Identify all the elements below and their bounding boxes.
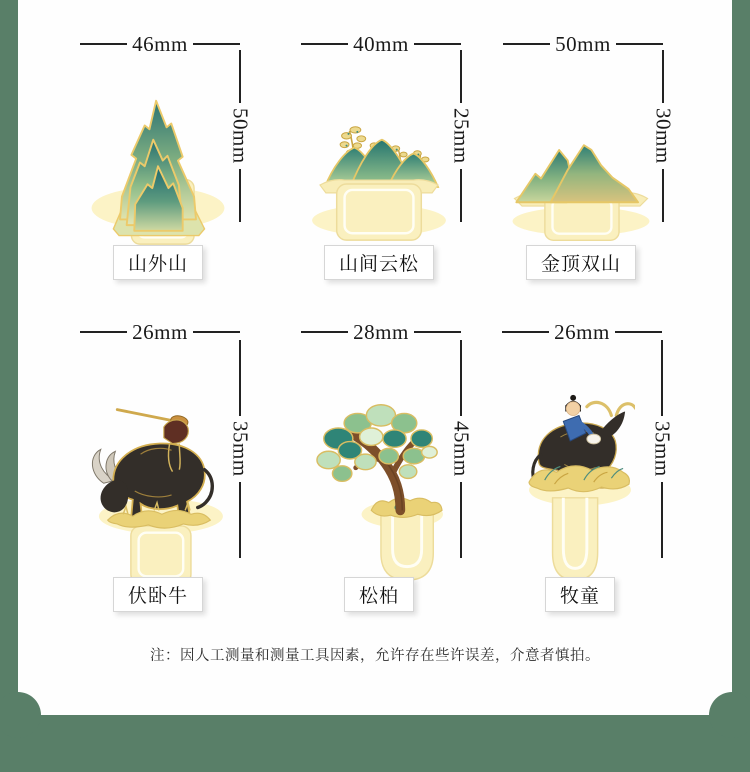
height-value: 35mm [650, 421, 675, 477]
width-value: 50mm [555, 31, 611, 56]
width-value: 26mm [554, 319, 610, 344]
lying-buffalo-icon [90, 398, 226, 586]
dimension-line [414, 331, 461, 333]
product-art [56, 58, 260, 246]
width-dimension [80, 30, 240, 58]
product-group-shanwaishan [56, 30, 260, 292]
width-dimension [503, 30, 663, 58]
height-value: 45mm [449, 421, 474, 477]
product-art [277, 346, 481, 586]
height-value: 25mm [449, 108, 474, 164]
dimension-line [414, 43, 461, 45]
product-art [478, 346, 682, 586]
width-dimension [80, 318, 240, 346]
height-value: 30mm [651, 108, 676, 164]
width-dimension [502, 318, 662, 346]
product-label: 松柏 [344, 577, 414, 612]
height-value: 35mm [228, 421, 253, 477]
dimension-line [301, 331, 348, 333]
dimension-line [193, 331, 240, 333]
product-label: 牧童 [545, 577, 615, 612]
dimension-line [616, 43, 663, 45]
product-group-shanjianyunsong [263, 30, 474, 292]
product-label: 山间云松 [324, 245, 434, 280]
product-label: 金顶双山 [526, 245, 636, 280]
product-group-fuwoniu [56, 318, 260, 618]
product-label: 伏卧牛 [113, 577, 203, 612]
hills-with-gold-pines-icon [305, 124, 453, 246]
card-corner-notch-left [0, 692, 41, 738]
pine-cypress-tree-icon [315, 396, 443, 586]
dimension-line [80, 43, 127, 45]
product-group-songbai [263, 318, 474, 618]
height-value: 50mm [228, 108, 253, 164]
width-dimension [301, 30, 461, 58]
product-art [479, 58, 683, 246]
stacked-mountains-icon [83, 96, 233, 246]
dimension-line [80, 331, 127, 333]
card-corner-notch-right [709, 692, 750, 738]
herd-boy-on-buffalo-icon [525, 390, 635, 586]
golden-top-double-mountains-icon [503, 130, 659, 246]
width-value: 46mm [132, 31, 188, 56]
measurement-disclaimer-note: 注：因人工测量和测量工具因素，允许存在些许误差，介意者慎拍。 [150, 648, 600, 664]
width-value: 26mm [132, 319, 188, 344]
width-value: 40mm [353, 31, 409, 56]
product-group-jindingshuangshan [479, 30, 683, 292]
width-value: 28mm [353, 319, 409, 344]
width-dimension [301, 318, 461, 346]
product-label: 山外山 [113, 245, 203, 280]
product-group-mutong [478, 318, 682, 618]
dimension-line [615, 331, 662, 333]
dimension-line [502, 331, 549, 333]
dimension-line [193, 43, 240, 45]
product-art [277, 58, 481, 246]
dimension-line [503, 43, 550, 45]
product-card [18, 0, 732, 715]
dimension-line [301, 43, 348, 45]
product-art [56, 346, 260, 586]
